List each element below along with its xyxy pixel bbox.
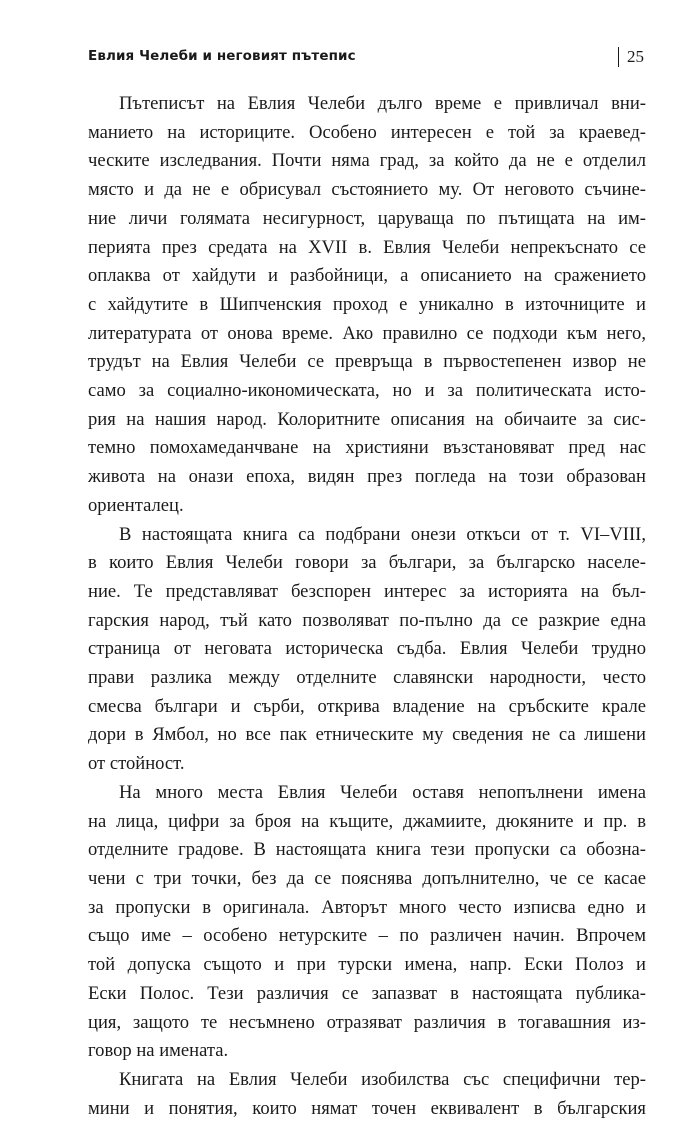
text-line: Пътеписът на Евлия Челеби дълго време е привличал вни- [119,93,646,114]
text-line: манието на историците. Особено интересен е той за краевед- [88,121,646,143]
text-line: ние личи голямата несигурност, царуваща по пътищата на им- [88,207,646,229]
text-line: чени с три точки, без да се пояснява допълнително, че се касае [88,867,646,889]
paragraph [88,1066,646,1123]
text-line: дори в Ямбол, но все пак етническите му сведения не са лишени [88,724,646,746]
paragraph [88,521,646,779]
text-line: мини и понятия, които нямат точен еквивалент в българския [88,1097,646,1119]
folio [618,44,644,70]
folio-divider [618,47,619,67]
body-text [88,90,646,1123]
running-head [88,44,644,70]
text-line: темно помохамеданчване на християни възстановяват пред нас [88,437,646,459]
text-line: за пропуски в оригинала. Авторът много често изписва едно и [88,896,646,918]
text-line: отделните градове. В настоящата книга тези пропуски са обозна- [88,839,646,861]
page-number: 25 [627,47,644,66]
text-line: прави разлика между отделните славянски народности, често [88,667,646,689]
text-line: На много места Евлия Челеби оставя непопълнени имена [119,781,646,803]
text-line: страница от неговата историческа съдба. Евлия Челеби трудно [88,638,646,660]
text-line: ция, защото те несъмнено отразяват различия в тогавашния из- [88,1011,646,1033]
text-line: ние. Те представляват безспорен интерес за историята на бъл- [88,580,646,602]
text-line: Ески Полос. Тези различия се запазват в настоящата публика- [88,982,646,1004]
text-line: трудът на Евлия Челеби се превръща в първостепенен извор не [88,351,646,373]
text-line: ческите изследвания. Почти няма град, за който да не е отделил [88,150,646,172]
text-line: от стойност. [88,753,185,775]
text-line: перията през средата на XVII в. Евлия Челеби непрекъснато се [88,236,646,258]
text-line: място и да не е обрисувал състоянието му. От неговото съчине- [88,179,646,201]
text-line: в които Евлия Челеби говори за българи, за българско населе- [88,552,646,574]
text-line: рия на нашия народ. Колоритните описания на обичаите за сис- [88,408,646,430]
text-line: говор на имената. [88,1040,229,1062]
text-line: на лица, цифри за броя на къщите, джамиите, дюкяните и пр. в [88,810,646,832]
text-line: живота на онази епоха, видян през погледа на този образован [88,466,646,488]
running-title: Евлия Челеби и неговият пътепис [88,48,356,64]
text-line: В настоящата книга са подбрани онези откъси от т. VI–VIII, [119,523,646,545]
text-line: само за социално-икономическата, но и за политическата исто- [88,380,646,402]
text-line: също име – особено нетурските – по различен начин. Впрочем [88,925,646,947]
text-line: гарския народ, тъй като позволяват по-пълно да се разкрие една [88,609,646,631]
text-line: Книгата на Евлия Челеби изобилства със специфични тер- [119,1068,646,1090]
text-line: ориенталец. [88,494,184,516]
paragraph [88,779,646,1066]
paragraph [88,90,646,521]
text-line: смесва българи и сърби, открива владение на сръбските крале [88,695,646,717]
text-line: оплаква от хайдути и разбойници, а описанието на сражението [88,265,646,287]
text-line: с хайдутите в Шипченския проход е уникално в източниците и [88,293,646,315]
text-line: той допуска същото и при турски имена, напр. Ески Полоз и [88,954,646,976]
text-line: литературата от онова време. Ако правилно се подходи към него, [88,322,646,344]
